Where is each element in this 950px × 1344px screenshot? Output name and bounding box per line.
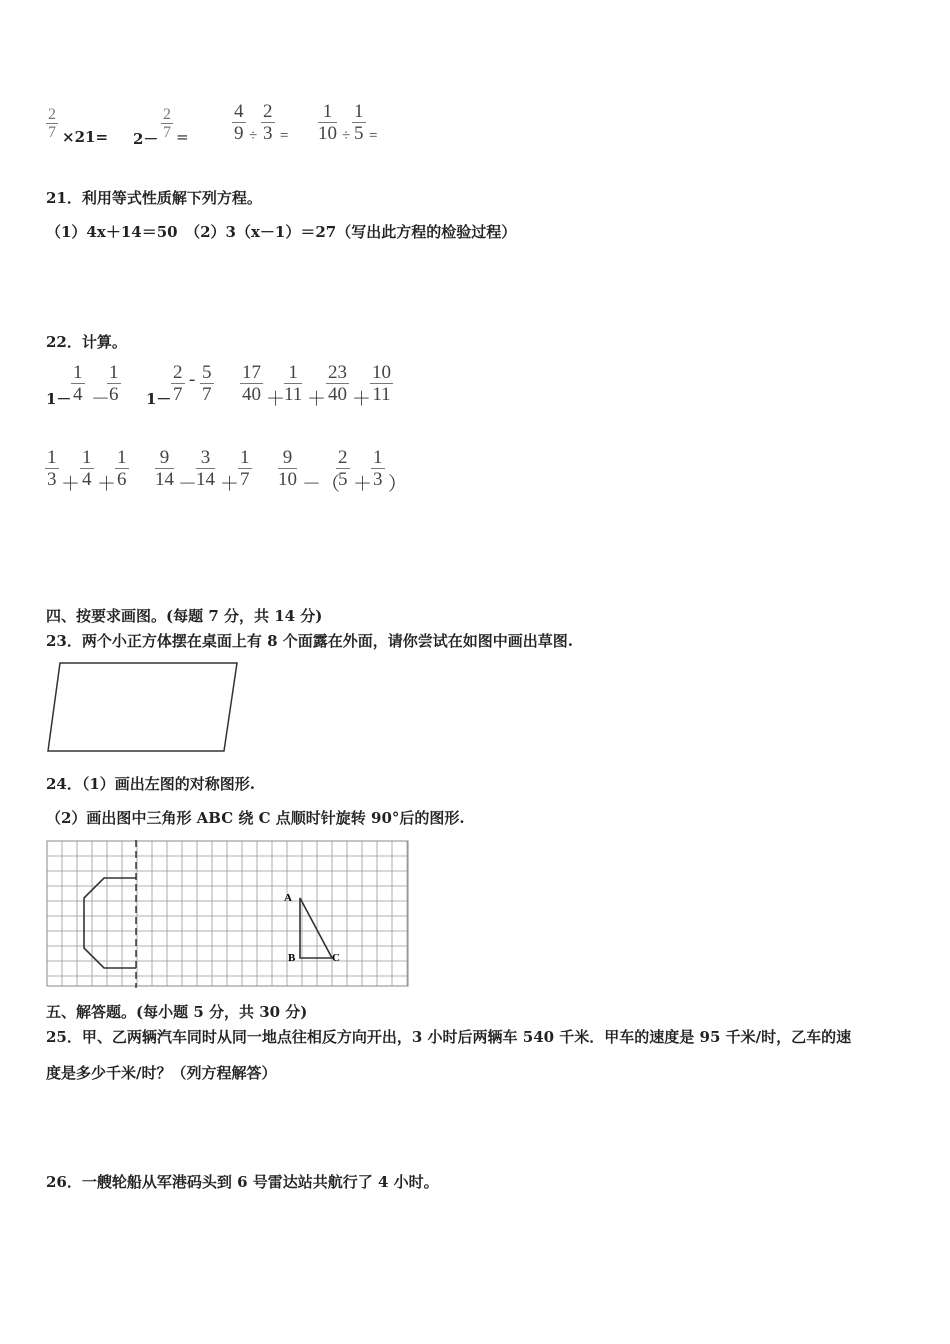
- close-paren: ）: [388, 474, 408, 495]
- label-c: C: [332, 952, 340, 964]
- fraction: $\frac{10}{11}$: [372, 362, 391, 405]
- divide-sign: ÷: [342, 128, 351, 144]
- question-26-text: 26．一艘轮船从军港码头到 6 号雷达站共航行了 4 小时。: [46, 1173, 439, 1191]
- plus-sign: ＋: [61, 474, 81, 495]
- minus-sign: -: [189, 369, 196, 390]
- section-5-heading: 五、解答题。(每小题 5 分，共 30 分): [46, 1003, 308, 1021]
- plus-sign: ＋: [307, 389, 327, 410]
- fraction: $\frac{2}{3}$: [263, 101, 273, 144]
- fraction: $\frac{17}{40}$: [242, 362, 261, 405]
- fraction: $\frac{1}{11}$: [284, 362, 303, 405]
- fraction: $\frac{9}{14}$: [155, 447, 174, 490]
- fraction: $\frac{1}{4}$: [82, 447, 92, 490]
- fraction: $\frac{5}{7}$: [202, 362, 212, 405]
- divide-sign: ÷: [249, 128, 258, 144]
- fraction: $\frac{1}{6}$: [117, 447, 127, 490]
- expression-lead: 1－: [146, 390, 172, 408]
- fraction: $\frac{2}{7}$: [173, 362, 183, 405]
- label-b: B: [288, 952, 296, 964]
- parallelogram-figure: [44, 660, 242, 756]
- fraction: $\frac{1}{3}$: [373, 447, 383, 490]
- question-24-part-2: （2）画出图中三角形 ABC 绕 C 点顺时针旋转 90°后的图形.: [46, 809, 465, 827]
- fraction: $\frac{1}{7}$: [240, 447, 250, 490]
- fraction: $\frac{4}{9}$: [234, 101, 244, 144]
- section-4-heading: 四、按要求画图。(每题 7 分，共 14 分): [46, 607, 323, 625]
- plus-sign: ＋: [97, 474, 117, 495]
- minus-sign: －: [178, 474, 198, 495]
- question-22-title: 22．计算。: [46, 333, 127, 351]
- plus-sign: ＋: [220, 474, 240, 495]
- equals-sign: =: [176, 128, 189, 146]
- expression-lead: 2－: [133, 130, 159, 148]
- question-25-line-1: 25．甲、乙两辆汽车同时从同一地点往相反方向开出，3 小时后两辆车 540 千米．甲车的速度是 95 千米/时，乙车的速: [46, 1028, 852, 1046]
- plus-sign: ＋: [352, 389, 372, 410]
- expression-lead: 1－: [46, 390, 72, 408]
- fraction: $\frac{2}{7}$: [48, 106, 56, 141]
- fraction: $\frac{1}{6}$: [109, 362, 119, 405]
- triangle-abc: [300, 898, 332, 958]
- expression-tail: ×21=: [62, 128, 109, 146]
- question-21-title: 21．利用等式性质解下列方程。: [46, 189, 262, 207]
- fraction: $\frac{1}{5}$: [354, 101, 364, 144]
- fraction: $\frac{1}{4}$: [73, 362, 83, 405]
- fraction: $\frac{1}{10}$: [318, 101, 337, 144]
- question-21-equations: （1）4x＋14＝50 （2）3（x－1）＝27（写出此方程的检验过程）: [46, 223, 517, 241]
- grid-figure: [46, 840, 410, 988]
- label-a: A: [284, 892, 292, 904]
- fraction: $\frac{9}{10}$: [278, 447, 297, 490]
- fraction: $\frac{2}{5}$: [338, 447, 348, 490]
- fraction: $\frac{1}{3}$: [47, 447, 57, 490]
- fraction: $\frac{23}{40}$: [328, 362, 347, 405]
- fraction: $\frac{2}{7}$: [163, 106, 171, 141]
- question-24-part-1: 24．（1）画出左图的对称图形.: [46, 775, 256, 793]
- plus-sign: ＋: [266, 389, 286, 410]
- question-23-text: 23．两个小正方体摆在桌面上有 8 个面露在外面，请你尝试在如图中画出草图.: [46, 632, 573, 650]
- fraction: $\frac{3}{14}$: [196, 447, 215, 490]
- minus-sign: －: [91, 389, 111, 410]
- equals-sign: =: [280, 128, 289, 144]
- plus-sign: ＋: [353, 474, 373, 495]
- equals-sign: =: [369, 128, 378, 144]
- question-25-line-2: 度是多少千米/时？（列方程解答）: [46, 1064, 277, 1082]
- minus-paren: －（: [302, 474, 341, 495]
